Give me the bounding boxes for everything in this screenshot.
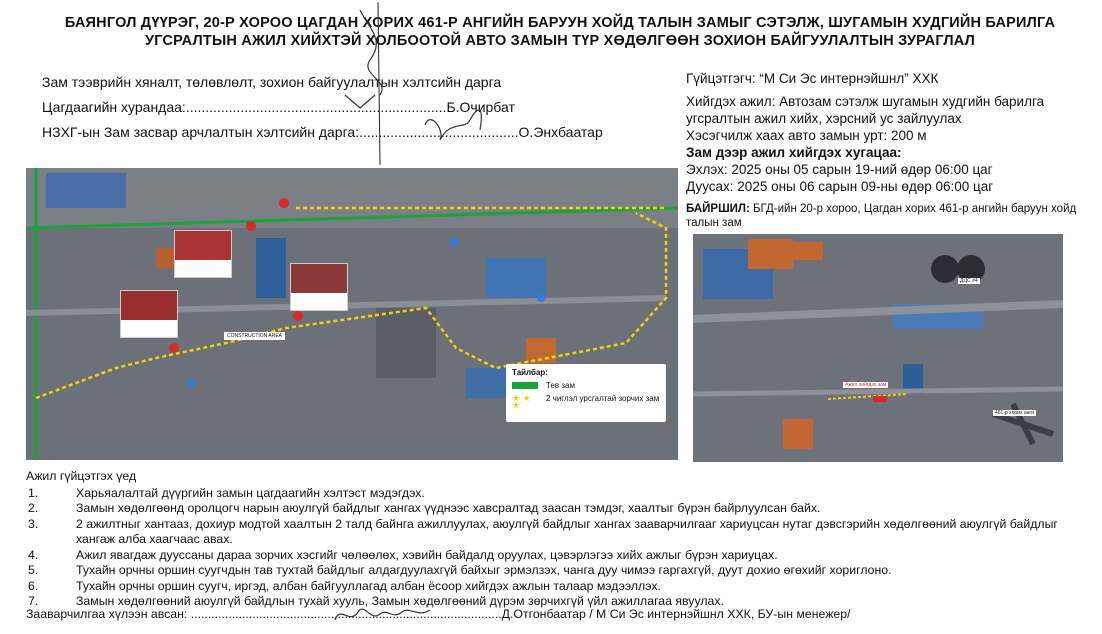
task-number: 4. xyxy=(28,547,39,562)
legend-row-yellow xyxy=(512,393,660,410)
task-number: 1. xyxy=(28,485,39,500)
legend-title: Тайлбар: xyxy=(512,368,548,377)
legend-yellow-label: 2 чиглэл урсгалтай зорчих зам xyxy=(546,394,660,403)
police-label: Цагдаагийн хурандаа: xyxy=(42,99,186,115)
task-number: 5. xyxy=(28,563,39,577)
legend-green-label: Тев зам xyxy=(546,381,575,390)
task-text: Тухайн орчны оршин суугчдын тав тухтай байдлыг алдагдуулахгүй байхыг эрмэлзэх, чанга дуу чимээ гаргахгүй, дуут дохио өгөхийг хориглоно. xyxy=(76,563,892,577)
side-label-detention: 461-р хорих анги xyxy=(995,410,1035,416)
task-list-heading: Ажил гүйцэтгэх үед xyxy=(26,469,137,483)
list-item xyxy=(26,548,1096,564)
project-info xyxy=(686,70,1086,195)
task-number: 2. xyxy=(28,501,39,515)
yellow-detour-swatch: ★ ★ ★ xyxy=(512,393,531,410)
work-text: Хийгдэх ажил: Автозам сэтэлж шугамын худгийн барилга угсралтын ажил хийх, хэрсний ус зайлуулах xyxy=(686,94,1045,126)
nzkh-signature-line: ......................................... xyxy=(359,124,519,140)
sign-photo-2 xyxy=(290,263,348,311)
approval-head-label: Зам тээврийн хяналт, төлөвлөлт, зохион байгуулалтын хэлтсийн дарга xyxy=(42,74,502,90)
list-item xyxy=(26,563,1096,579)
signoff-name: Д.Отгонбаатар / М Си Эс интернэйшнл ХХК, БУ-ын менежер/ xyxy=(501,607,851,621)
task-list xyxy=(26,469,1096,610)
signoff-signature-line: ........................................................................................... xyxy=(190,607,502,621)
police-name: Б.Очирбат xyxy=(446,99,515,115)
length-text: Хэсэгчилж хаах авто замын урт: 200 м xyxy=(686,128,927,143)
task-text: Замын хөдөлгөөний аюулгүй байдлын тухай хууль, Замын хөдөлгөөний дүрэм зөрчихгүй үйл ажиллагаа явуулах. xyxy=(76,594,724,608)
nzkh-label: НЗХГ-ын Зам засвар арчлалтын хэлтсийн дарга: xyxy=(42,124,360,140)
task-number: 3. xyxy=(28,516,39,531)
side-label-work-road: Ажил хийгдэх зам xyxy=(845,382,887,388)
task-text: Тухайн орчны оршин суугч, иргэд, албан байгууллагад албан ёсоор хийгдэх ажлын талаар мэдээллэх. xyxy=(76,578,661,593)
signature-stamp-marks xyxy=(300,0,560,170)
list-item xyxy=(26,501,1096,517)
main-map xyxy=(26,168,678,460)
green-road-swatch xyxy=(512,382,538,389)
construction-area-tag: CONSTRUCTION AREA xyxy=(224,332,285,340)
list-item xyxy=(26,486,1096,502)
task-text: Харьяалалтай дүүргийн замын цагдаагийн хэлтэст мэдэгдэх. xyxy=(76,485,425,500)
map-legend xyxy=(506,364,666,422)
contractor-text: Гүйцэтгэгч: “М Си Эс интернэйшнл” ХХК xyxy=(686,71,939,86)
list-item xyxy=(26,517,1096,548)
side-map-drawing xyxy=(693,234,1063,462)
side-map xyxy=(693,234,1063,462)
location-text xyxy=(686,202,1086,230)
document-title xyxy=(60,14,1060,50)
sign-photo-1 xyxy=(174,230,232,278)
task-text: Ажил явагдаж дууссаны дараа зорчих хэсгийг чөлөөлөх, хэвийн байдалд оруулах, цэвэрлэгээ хийх ажлыг бүрэн хариуцах. xyxy=(76,547,778,562)
schedule-end: Дуусах: 2025 оны 06 сарын 09-ны өдөр 06:00 цаг xyxy=(686,179,994,194)
handwritten-signature xyxy=(330,600,440,630)
title-line-1: БАЯНГОЛ ДҮҮРЭГ, 20-Р ХОРОО ЦАГДАН ХОРИХ 461-Р АНГИЙН БАРУУН ХОЙД ТАЛЫН ЗАМЫГ СЭТЭЛЖ, ШУГАМЫН ХУДГИЙН БАРИЛГА xyxy=(64,15,1056,31)
side-label-power-plant: ДЦС #4 xyxy=(960,278,978,284)
schedule-heading: Зам дээр ажил хийгдэх хугацаа: xyxy=(686,145,902,160)
title-line-2: УГСРАЛТЫН АЖИЛ ХИЙХТЭЙ ХОЛБООТОЙ АВТО ЗАМЫН ТҮР ХӨДӨЛГӨӨН ЗОХИОН БАЙГУУЛАЛТЫН ЗУРАГЛАЛ xyxy=(144,33,976,49)
task-number: 7. xyxy=(28,594,39,608)
legend-row-green xyxy=(512,381,660,390)
task-number: 6. xyxy=(28,578,39,593)
location-value: БГД-ийн 20-р хороо, Цагдан хорих 461-р ангийн баруун хойд талын зам xyxy=(686,203,1077,229)
schedule-start: Эхлэх: 2025 оны 05 сарын 19-ний өдөр 06:00 цаг xyxy=(686,162,993,177)
task-text: Замын хөдөлгөөнд оролцогч нарын аюулгүй байдлыг хангах үүднээс хавсралтад заасан тэмдэг, хаалтыг бүрэн байрлуулсан байх. xyxy=(76,501,821,515)
nzkh-name: О.Энхбаатар xyxy=(518,124,603,140)
list-item xyxy=(26,579,1096,595)
location-label: БАЙРШИЛ: xyxy=(686,203,750,215)
police-signature-line: ................................................................... xyxy=(185,99,447,115)
signoff-label: Зааварчилгаа хүлээн авсан: xyxy=(26,607,191,621)
sign-photo-3 xyxy=(120,290,178,338)
task-text: 2 ажилтныг хантааз, дохиур модтой хаалтын 2 талд байнга ажиллуулах, аюулгүй байдлыг хангах зааварчилгааг хариуцсан нутаг дэвсгэрийн хөдөлгөөний аюулгүй байдлыг хангаж алба хаагчаас авах. xyxy=(76,516,1058,546)
